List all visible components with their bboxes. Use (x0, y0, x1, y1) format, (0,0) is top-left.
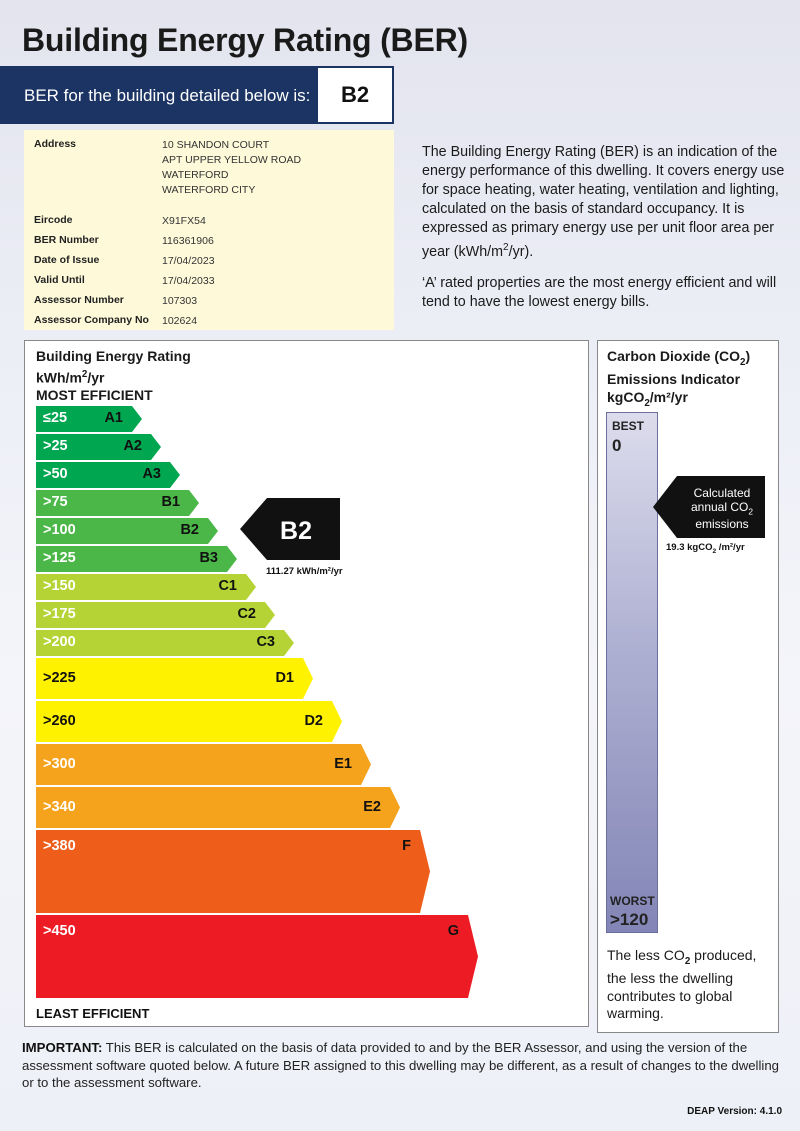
rating-panel-unit (36, 366, 191, 387)
co2-tag-line1: Calculated (693, 486, 751, 500)
detail-label: Date of Issue (34, 254, 100, 266)
least-efficient-label: LEAST EFFICIENT (36, 1006, 150, 1021)
co2-best-value: 0 (612, 436, 622, 455)
detail-row-eircode (34, 214, 206, 229)
co2-unit-sub: 2 (644, 397, 650, 409)
energy-rating-panel (24, 340, 589, 1027)
address-line-2: APT UPPER YELLOW ROAD (162, 154, 302, 166)
co2-unit-text: kgCO (607, 388, 645, 405)
page-title: Building Energy Rating (BER) (22, 22, 468, 58)
detail-value: 17/04/2023 (162, 255, 215, 267)
band-threshold: >75 (43, 494, 68, 510)
detail-value: 17/04/2033 (162, 275, 215, 287)
co2-title-line2: Emissions Indicator (607, 371, 741, 388)
important-text: This BER is calculated on the basis of data provided to and by the BER Assessor, and using the version of the assessment software quoted below. A future BER assigned to this dwelling may be different, as a result of changes to the dwelling or to the assessment software. (22, 1040, 780, 1090)
band-threshold: ≤25 (43, 410, 68, 426)
rating-band-c1 (36, 574, 256, 602)
rating-band-b3 (36, 546, 237, 574)
building-details (24, 130, 394, 330)
rating-band-fill (36, 830, 430, 913)
co2-value-end: /m²/yr (716, 542, 745, 553)
band-threshold: >340 (43, 798, 76, 815)
rating-panel-title: Building Energy Rating (36, 348, 191, 364)
intro-text (422, 143, 788, 312)
rating-band-shape (36, 915, 478, 1000)
rating-band-g (36, 915, 478, 1000)
detail-row-address (34, 138, 301, 198)
co2-unit (607, 389, 750, 412)
band-grade: B2 (180, 522, 199, 538)
co2-worst-label: WORST (610, 894, 655, 908)
important-label: IMPORTANT: (22, 1040, 103, 1055)
intro-p1-end: /yr). (508, 243, 534, 260)
band-grade: E2 (363, 798, 381, 815)
co2-footnote (607, 947, 777, 1023)
band-threshold: >100 (43, 522, 76, 538)
rating-band-d1 (36, 658, 313, 701)
most-efficient-label: MOST EFFICIENT (36, 386, 153, 403)
band-threshold: >25 (43, 438, 68, 454)
co2-value-text: 19.3 kgCO (666, 542, 713, 553)
detail-value: 116361906 (162, 235, 214, 247)
detail-value: 102624 (162, 315, 198, 327)
address-line-4: WATERFORD CITY (162, 184, 256, 196)
detail-row-valid-until (34, 274, 215, 289)
band-threshold: >125 (43, 550, 76, 566)
detail-row-date-of-issue (34, 254, 215, 269)
detail-label: Assessor Company No (34, 314, 149, 326)
band-grade: C3 (256, 634, 275, 650)
rating-band-a1 (36, 406, 142, 434)
detail-row-ber-number (34, 234, 214, 249)
rating-band-a3 (36, 462, 180, 490)
intro-p1-sup: 2 (503, 242, 509, 253)
co2-header (607, 348, 750, 412)
co2-tag-line2 (680, 501, 764, 519)
co2-indicator-text (680, 487, 764, 532)
rating-band-shape (36, 658, 313, 701)
unit-sup: 2 (81, 368, 88, 380)
band-grade: C2 (237, 606, 256, 622)
band-grade: G (447, 923, 459, 939)
co2-title (607, 348, 750, 371)
band-grade: B3 (199, 550, 218, 566)
band-grade: B1 (161, 494, 180, 510)
band-grade: D2 (304, 712, 323, 729)
rating-band-e1 (36, 744, 371, 787)
intro-paragraph-1 (422, 143, 788, 262)
current-rating-grade: B2 (280, 517, 312, 545)
address-line-3: WATERFORD (162, 169, 229, 181)
band-grade: A1 (104, 410, 123, 426)
address-line-1: 10 SHANDON COURT (162, 139, 270, 151)
rating-band-fill (36, 787, 400, 828)
rating-band-b1 (36, 490, 199, 518)
co2-tag-line3: emissions (695, 517, 749, 532)
co2-title-sub: 2 (740, 356, 746, 368)
co2-foot-l1-end: produced, (690, 947, 757, 963)
detail-label: Eircode (34, 214, 73, 226)
band-threshold: >175 (43, 606, 76, 622)
detail-row-assessor-company (34, 314, 197, 329)
co2-foot-rest: the less the dwelling contributes to global warming. (607, 970, 734, 1022)
co2-foot-sub: 2 (684, 955, 691, 967)
co2-value-sub: 2 (712, 547, 717, 555)
detail-value: 107303 (162, 295, 198, 307)
co2-foot-l1: The less CO (607, 947, 685, 963)
deap-version: DEAP Version: 4.1.0 (687, 1106, 782, 1117)
band-threshold: >300 (43, 755, 76, 772)
co2-panel (597, 340, 779, 1033)
detail-label: Valid Until (34, 274, 85, 286)
rating-band-shape (36, 787, 400, 830)
unit-end: /yr (87, 369, 105, 386)
co2-best-label: BEST (612, 419, 645, 433)
rating-band-shape (36, 744, 371, 787)
rating-band-d2 (36, 701, 342, 744)
ber-banner (0, 66, 394, 124)
detail-value: X91FX54 (162, 215, 206, 227)
rating-band-fill (36, 658, 313, 699)
band-threshold: >225 (43, 669, 76, 686)
rating-band-a2 (36, 434, 161, 462)
band-grade: A2 (123, 438, 142, 454)
rating-band-b2 (36, 518, 218, 546)
band-threshold: >380 (43, 838, 76, 854)
ber-banner-rating: B2 (318, 68, 392, 122)
detail-row-assessor-number (34, 294, 197, 309)
rating-band-fill (36, 744, 371, 785)
band-threshold: >150 (43, 578, 76, 594)
current-rating-value: 111.27 kWh/m²/yr (266, 566, 343, 577)
band-grade: A3 (142, 466, 161, 482)
unit-text: kWh/m (36, 369, 82, 386)
detail-label: Address (34, 138, 77, 150)
rating-band-fill (36, 915, 478, 998)
ber-banner-text: BER for the building detailed below is: (24, 86, 311, 105)
intro-p1-text: The Building Energy Rating (BER) is an indication of the energy performance of this dwelling. It covers energy use for space heating, water heating, ventilation and lighting, calculated on the basis of standard occupancy. It is expressed as primary energy use per unit floor area per year (kWh/m (422, 144, 785, 260)
band-grade: C1 (218, 578, 237, 594)
rating-band-shape (36, 701, 342, 744)
co2-title-text: Carbon Dioxide (CO (607, 348, 741, 364)
co2-worst-value: >120 (610, 910, 649, 929)
band-grade: E1 (334, 755, 352, 772)
rating-band-c3 (36, 630, 294, 658)
important-notice (22, 1039, 782, 1092)
co2-tag-line2-text: annual CO (690, 499, 749, 514)
rating-band-e2 (36, 787, 400, 830)
detail-value (162, 138, 301, 198)
band-grade: F (402, 838, 411, 854)
rating-band-fill (36, 701, 342, 742)
co2-value (666, 542, 745, 555)
co2-unit-end: /m²/yr (649, 388, 688, 405)
co2-scale-bar (606, 412, 658, 933)
co2-title-end: ) (745, 348, 751, 364)
rating-band-f (36, 830, 430, 915)
co2-tag-sub: 2 (748, 505, 754, 516)
intro-paragraph-2: ‘A’ rated properties are the most energy efficient and will tend to have the lowest energy bills. (422, 274, 777, 310)
rating-band-c2 (36, 602, 275, 630)
band-threshold: >260 (43, 712, 76, 729)
band-threshold: >200 (43, 634, 76, 650)
current-rating-tag (240, 498, 340, 560)
band-threshold: >450 (43, 923, 76, 939)
band-grade: D1 (275, 669, 294, 686)
rating-panel-header (36, 348, 191, 404)
band-threshold: >50 (43, 466, 68, 482)
rating-band-shape (36, 830, 430, 915)
co2-foot-text (607, 947, 756, 1021)
detail-label: BER Number (34, 234, 99, 246)
detail-label: Assessor Number (34, 294, 124, 306)
